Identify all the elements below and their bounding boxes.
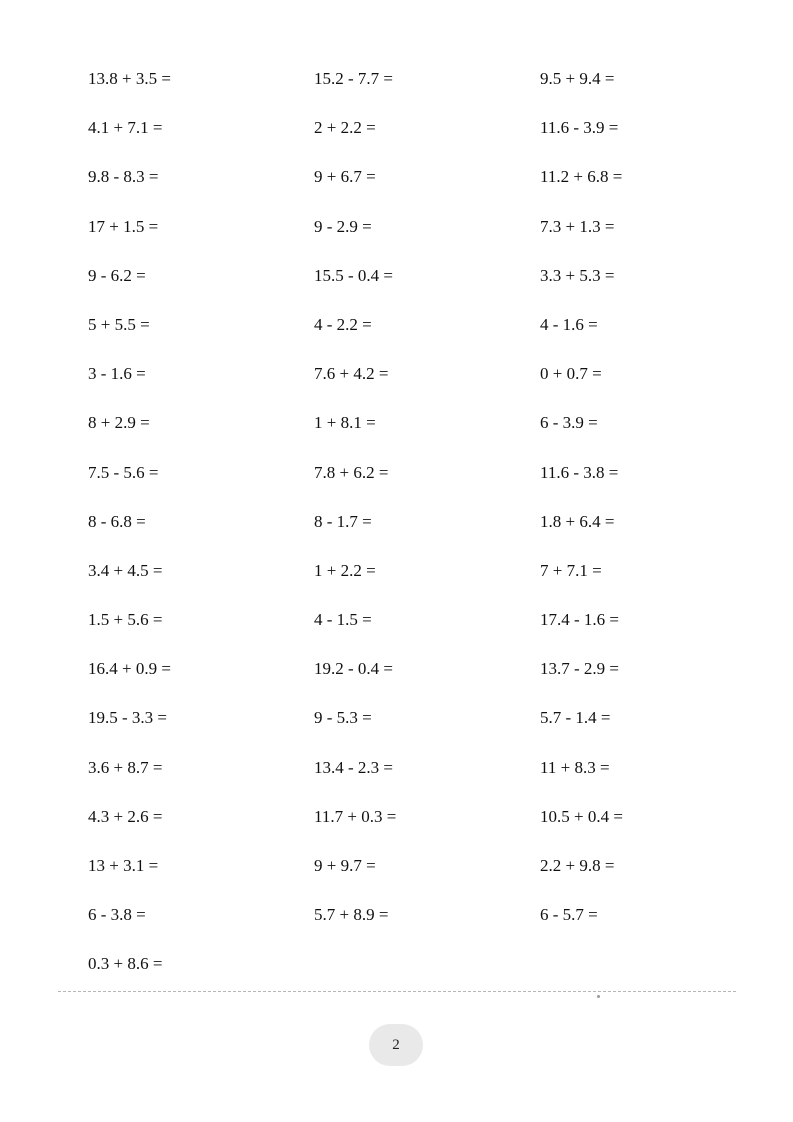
math-problem: 7.5 - 5.6 = xyxy=(88,462,159,482)
math-problem: 6 - 5.7 = xyxy=(540,905,598,925)
math-problem: 0 + 0.7 = xyxy=(540,364,602,384)
math-problem: 15.2 - 7.7 = xyxy=(314,69,393,88)
problem-grid xyxy=(88,67,698,1002)
math-problem: 11 + 8.3 = xyxy=(540,757,610,777)
math-problem: 1 + 2.2 = xyxy=(314,560,376,580)
page-number: 2 xyxy=(392,1037,400,1053)
math-problem: 7.6 + 4.2 = xyxy=(314,364,389,384)
math-problem: 8 - 1.7 = xyxy=(314,511,372,531)
math-problem: 9.5 + 9.4 = xyxy=(540,69,615,88)
math-problem: 2 + 2.2 = xyxy=(314,118,376,138)
math-problem: 11.7 + 0.3 = xyxy=(314,806,397,826)
math-problem: 9 - 2.9 = xyxy=(314,216,372,236)
math-problem: 13 + 3.1 = xyxy=(88,856,159,875)
math-problem: 3 - 1.6 = xyxy=(88,364,146,384)
math-problem: 1 + 8.1 = xyxy=(314,413,376,433)
math-problem: 6 - 3.9 = xyxy=(540,413,598,433)
math-problem: 17.4 - 1.6 = xyxy=(540,610,619,630)
math-problem: 10.5 + 0.4 = xyxy=(540,806,623,826)
math-problem: 4 - 1.6 = xyxy=(540,314,598,334)
math-problem: 19.2 - 0.4 = xyxy=(314,659,393,679)
math-problem: 9.8 - 8.3 = xyxy=(88,167,159,187)
math-problem: 2.2 + 9.8 = xyxy=(540,856,615,875)
math-problem: 7.8 + 6.2 = xyxy=(314,462,389,482)
math-problem: 17 + 1.5 = xyxy=(88,216,159,236)
math-problem: 13.7 - 2.9 = xyxy=(540,659,619,679)
page-number-pill xyxy=(369,1024,423,1066)
math-problem: 3.4 + 4.5 = xyxy=(88,560,163,580)
math-problem: 7 + 7.1 = xyxy=(540,560,602,580)
math-problem: 1.8 + 6.4 = xyxy=(540,511,615,531)
math-problem: 9 - 6.2 = xyxy=(88,265,146,285)
math-problem: 9 + 6.7 = xyxy=(314,167,376,187)
math-problem: 5.7 - 1.4 = xyxy=(540,708,611,728)
dashed-divider xyxy=(58,991,736,992)
math-problem: 5.7 + 8.9 = xyxy=(314,905,389,925)
math-problem: 4.1 + 7.1 = xyxy=(88,118,163,138)
math-problem: 9 + 9.7 = xyxy=(314,856,376,875)
math-problem: 3.3 + 5.3 = xyxy=(540,265,615,285)
math-problem: 4 - 1.5 = xyxy=(314,610,372,630)
math-problem: 0.3 + 8.6 = xyxy=(88,954,163,974)
math-problem: 11.2 + 6.8 = xyxy=(540,167,623,187)
math-problem: 19.5 - 3.3 = xyxy=(88,708,167,728)
math-problem: 15.5 - 0.4 = xyxy=(314,265,393,285)
math-problem: 7.3 + 1.3 = xyxy=(540,216,615,236)
math-problem: 5 + 5.5 = xyxy=(88,314,150,334)
math-problem: 13.8 + 3.5 = xyxy=(88,69,171,88)
math-problem: 6 - 3.8 = xyxy=(88,905,146,925)
small-mark xyxy=(597,995,600,998)
math-problem: 16.4 + 0.9 = xyxy=(88,659,171,679)
math-problem: 9 - 5.3 = xyxy=(314,708,372,728)
math-problem: 8 + 2.9 = xyxy=(88,413,150,433)
math-problem: 4 - 2.2 = xyxy=(314,314,372,334)
math-problem: 3.6 + 8.7 = xyxy=(88,757,163,777)
math-problem: 11.6 - 3.8 = xyxy=(540,462,619,482)
math-problem: 13.4 - 2.3 = xyxy=(314,757,393,777)
math-problem: 4.3 + 2.6 = xyxy=(88,806,163,826)
math-problem: 8 - 6.8 = xyxy=(88,511,146,531)
math-problem: 1.5 + 5.6 = xyxy=(88,610,163,630)
math-problem: 11.6 - 3.9 = xyxy=(540,118,619,138)
